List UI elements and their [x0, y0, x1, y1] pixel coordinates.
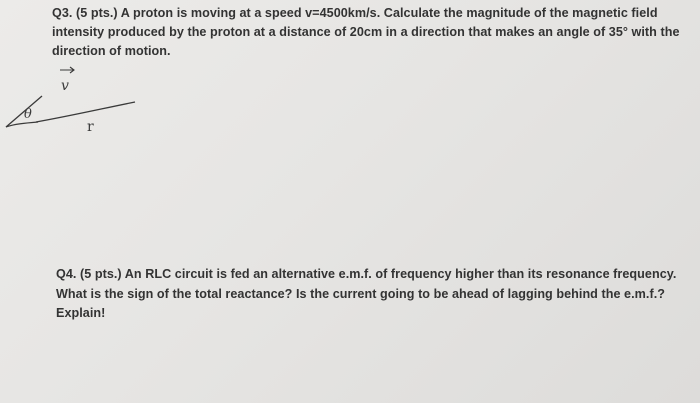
velocity-label: v	[61, 78, 69, 94]
angle-line	[6, 96, 42, 127]
vector-arrow	[60, 67, 74, 73]
question-3-line-2: intensity produced by the proton at a distance of 20cm in a direction that makes an angle of 35° with the	[52, 25, 680, 39]
base-line	[6, 122, 38, 127]
distance-label: r	[87, 119, 94, 135]
question-4-line-3: Explain!	[56, 306, 106, 320]
question-3-line-1: Q3. (5 pts.) A proton is moving at a speed v=4500km/s. Calculate the magnitude of the magnetic field	[52, 6, 658, 20]
question-4-line-2: What is the sign of the total reactance? Is the current going to be ahead of lagging behind the e.m.f.?	[56, 287, 665, 301]
question-3-line-3: direction of motion.	[52, 44, 171, 58]
question-4-line-1: Q4. (5 pts.) An RLC circuit is fed an alternative e.m.f. of frequency higher than its resonance frequency.	[56, 267, 677, 281]
angle-label: θ	[24, 107, 32, 122]
direction-line	[36, 102, 135, 122]
